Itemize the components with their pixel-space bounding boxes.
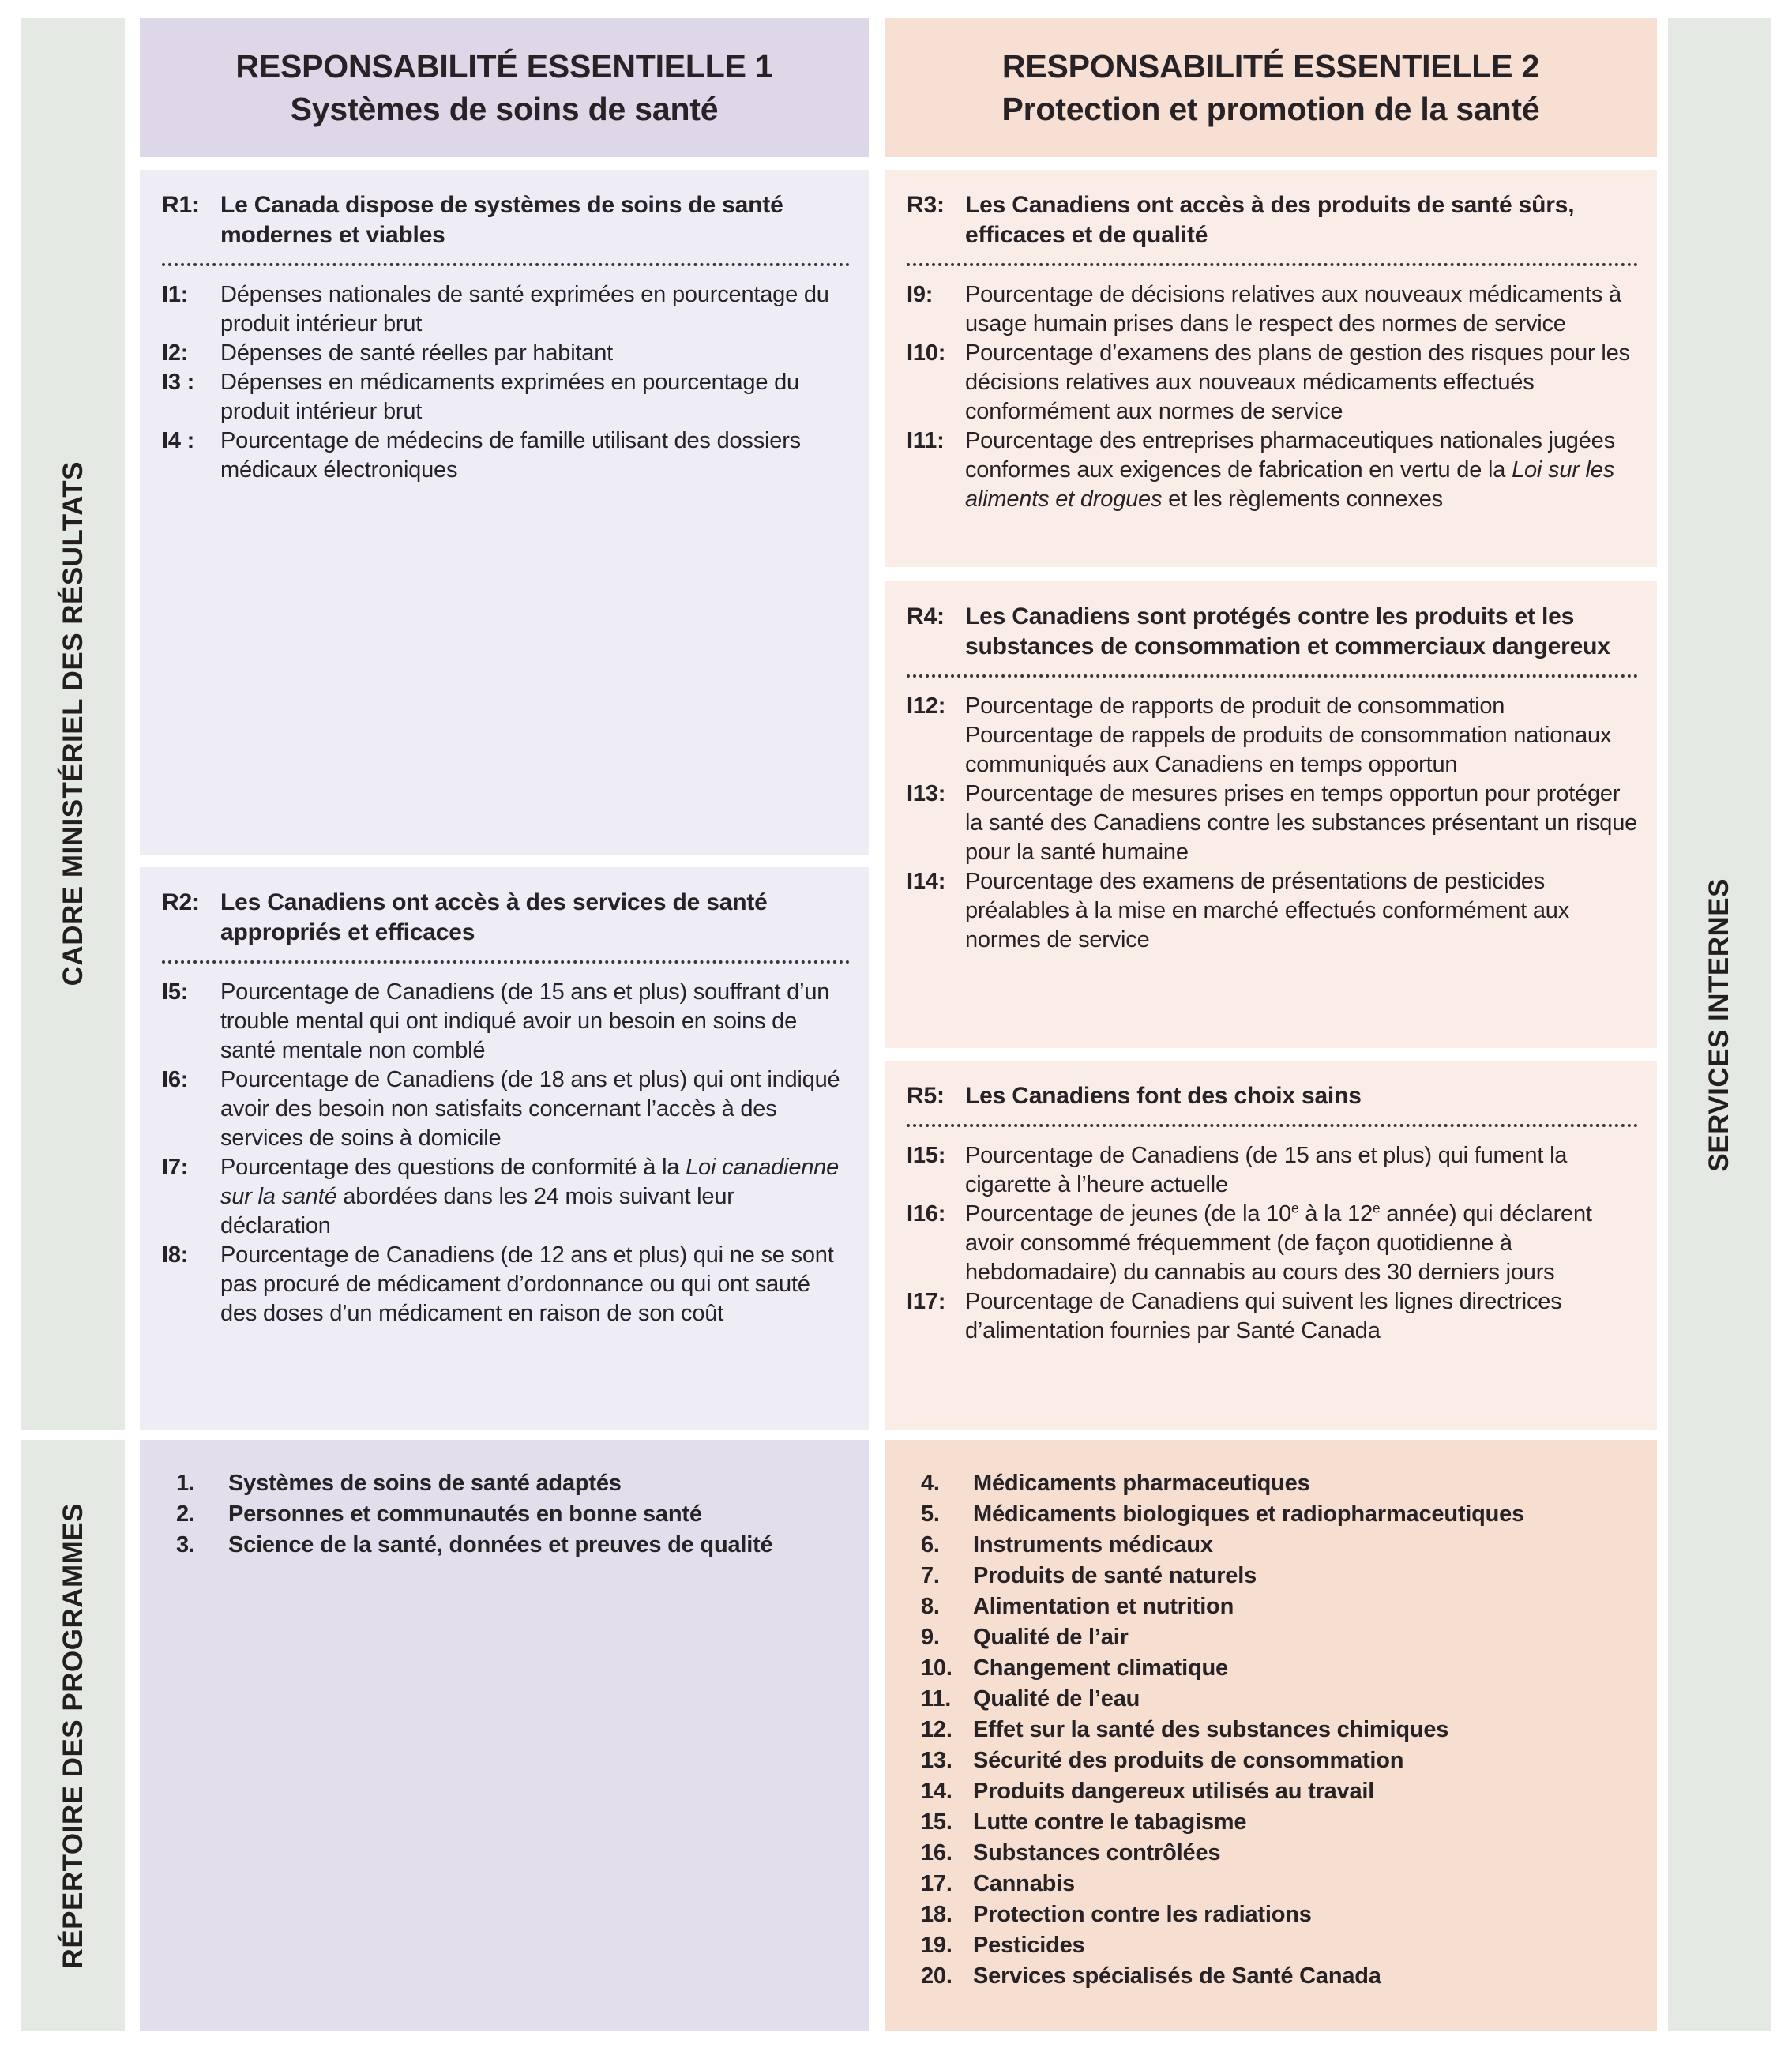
indicator-text	[220, 280, 850, 339]
program-number: 3.	[176, 1532, 195, 1557]
result-header	[162, 190, 850, 250]
indicator-row	[162, 368, 850, 426]
program-text: Produits dangereux utilisés au travail	[973, 1779, 1375, 1804]
indicator-text-segment: Pourcentage de Canadiens (de 12 ans et plus) qui ne se sont pas procuré de médicament d’ordonnance ou qui ont sauté des doses d’un médicament en raison de son coût	[220, 1242, 834, 1326]
indicator-text	[965, 426, 1638, 514]
program-number: 12.	[921, 1717, 952, 1742]
program-text: Produits de santé naturels	[973, 1563, 1257, 1588]
indicator-text	[220, 1153, 850, 1241]
indicator-row	[162, 280, 850, 339]
indicator-text-segment: Pourcentage de jeunes (de la 10	[965, 1201, 1291, 1227]
indicator-row	[907, 780, 1638, 867]
indicator-text-segment: e	[1373, 1200, 1381, 1216]
program-text: Protection contre les radiations	[973, 1902, 1312, 1927]
indicator-text-segment: e	[1291, 1200, 1299, 1216]
indicator-text	[220, 978, 850, 1065]
program-text: Effet sur la santé des substances chimiques	[973, 1717, 1449, 1742]
indicator-text	[220, 339, 850, 368]
program-text: Sécurité des produits de consommation	[973, 1748, 1404, 1773]
program-number: 15.	[921, 1809, 952, 1835]
indicator-text-segment: Dépenses en médicaments exprimées en pourcentage du produit intérieur brut	[220, 370, 799, 424]
indicator-text-segment: Pourcentage de Canadiens (de 18 ans et plus) qui ont indiqué avoir des besoin non satisfaits concernant l’accès à des services de soins à domicile	[220, 1067, 840, 1151]
result-label: R4:	[907, 603, 945, 629]
program-number: 16.	[921, 1840, 952, 1865]
program-number: 17.	[921, 1871, 952, 1896]
indicator-text-segment: Pourcentage de Canadiens (de 15 ans et plus) qui fument la cigarette à l’heure actuelle	[965, 1143, 1568, 1197]
indicator-text-segment: Pourcentage des questions de conformité à la	[220, 1155, 686, 1180]
program-number: 2.	[176, 1501, 195, 1527]
result-header	[162, 888, 850, 948]
indicator-label: I10:	[907, 340, 946, 366]
indicator-text	[220, 1065, 850, 1153]
program-item	[176, 1499, 850, 1530]
program-text: Systèmes de soins de santé adaptés	[228, 1471, 622, 1496]
program-number: 1.	[176, 1471, 195, 1496]
program-text: Lutte contre le tabagisme	[973, 1809, 1247, 1835]
program-text: Alimentation et nutrition	[973, 1594, 1234, 1619]
indicator-text-segment: à la 12	[1298, 1201, 1373, 1227]
program-text: Changement climatique	[973, 1655, 1228, 1681]
indicator-row	[162, 339, 850, 368]
program-text: Cannabis	[973, 1871, 1075, 1896]
indicator-row	[907, 867, 1638, 955]
core-responsibility-2-subtitle: Protection et promotion de la santé	[1001, 91, 1540, 127]
program-number: 4.	[921, 1471, 940, 1496]
program-item	[921, 1807, 1638, 1838]
program-number: 9.	[921, 1625, 940, 1650]
indicator-label: I12:	[907, 693, 946, 719]
indicator-label: I11:	[907, 428, 945, 453]
result-title: Les Canadiens font des choix sains	[965, 1083, 1362, 1109]
program-item	[176, 1530, 850, 1561]
program-number: 11.	[921, 1686, 952, 1711]
indicator-text-segment: Pourcentage de décisions relatives aux nouveaux médicaments à usage humain prises dans le respect des normes de service	[965, 282, 1621, 336]
program-text: Qualité de l’air	[973, 1625, 1129, 1650]
program-number: 18.	[921, 1902, 952, 1927]
indicator-text-segment: et les règlements connexes	[1162, 487, 1443, 512]
indicator-text	[965, 1141, 1638, 1200]
result-header	[907, 602, 1638, 662]
left-band-bottom-label: RÉPERTOIRE DES PROGRAMMES	[57, 1502, 88, 1969]
indicator-text-segment: abordées dans les 24 mois suivant leur déclaration	[220, 1184, 734, 1238]
result-box-r4	[885, 581, 1657, 1048]
indicator-text	[965, 867, 1638, 955]
indicator-label: I1:	[162, 282, 189, 307]
result-label: R2:	[162, 889, 200, 915]
right-band-label: SERVICES INTERNES	[1704, 877, 1734, 1172]
result-title: Le Canada dispose de systèmes de soins de santé modernes et viables	[220, 192, 783, 248]
core-responsibility-2-header	[885, 18, 1657, 157]
dotted-divider	[162, 960, 850, 964]
right-band-internal-services	[1668, 18, 1771, 2031]
indicator-text	[965, 692, 1638, 780]
indicator-text-segment: Dépenses nationales de santé exprimées en pourcentage du produit intérieur brut	[220, 282, 829, 336]
indicator-row	[907, 280, 1638, 339]
indicator-text	[220, 368, 850, 426]
indicator-text	[965, 280, 1638, 339]
result-title: Les Canadiens ont accès à des services de santé appropriés et efficaces	[220, 889, 768, 945]
indicator-text	[965, 1200, 1638, 1287]
indicator-label: I17:	[907, 1289, 946, 1314]
result-box-r3	[885, 170, 1657, 567]
core-responsibility-1-subtitle: Systèmes de soins de santé	[290, 91, 719, 127]
program-text: Personnes et communautés en bonne santé	[228, 1501, 702, 1527]
indicator-label: I14:	[907, 869, 946, 894]
indicator-text-segment: Loi canadienne sur la santé	[220, 1155, 840, 1209]
indicator-text	[965, 780, 1638, 867]
program-item	[921, 1930, 1638, 1961]
result-title: Les Canadiens sont protégés contre les produits et les substances de consommation et commerciaux dangereux	[965, 603, 1610, 659]
indicator-label: I3 :	[162, 370, 195, 395]
indicator-text	[220, 1241, 850, 1328]
result-header	[907, 1081, 1638, 1111]
program-item	[921, 1869, 1638, 1899]
program-list-core-responsibility-1	[140, 1440, 869, 2031]
left-band-program-inventory	[21, 1440, 125, 2031]
program-number: 13.	[921, 1748, 952, 1773]
program-text: Instruments médicaux	[973, 1532, 1213, 1557]
indicator-text-segment: Pourcentage des entreprises pharmaceutiques nationales jugées conformes aux exigences de fabrication en vertu de la	[965, 428, 1615, 483]
indicator-text-segment: Pourcentage de Canadiens (de 15 ans et plus) souffrant d’un trouble mental qui ont indiqué avoir un besoin en soins de santé mentale non comblé	[220, 979, 830, 1063]
program-number: 10.	[921, 1655, 952, 1681]
indicator-row	[907, 426, 1638, 514]
program-text: Substances contrôlées	[973, 1840, 1221, 1865]
program-item	[921, 1653, 1638, 1684]
indicator-label: I13:	[907, 781, 946, 806]
program-item	[921, 1684, 1638, 1715]
indicator-label: I16:	[907, 1201, 946, 1227]
indicator-row	[907, 1141, 1638, 1200]
result-header	[907, 190, 1638, 250]
program-item	[921, 1961, 1638, 1992]
program-list-core-responsibility-2	[885, 1440, 1657, 2031]
indicator-text-segment: Loi sur les aliments et drogues	[965, 457, 1615, 512]
result-box-r1	[140, 170, 869, 855]
program-text: Médicaments pharmaceutiques	[973, 1471, 1310, 1496]
dotted-divider	[907, 263, 1638, 266]
program-item	[921, 1745, 1638, 1776]
result-title: Les Canadiens ont accès à des produits de santé sûrs, efficaces et de qualité	[965, 192, 1575, 248]
indicator-row	[162, 426, 850, 485]
dotted-divider	[162, 263, 850, 266]
indicator-text	[965, 1287, 1638, 1346]
core-responsibility-2-title: RESPONSABILITÉ ESSENTIELLE 2	[1001, 48, 1540, 85]
indicator-text-segment: Pourcentage de mesures prises en temps opportun pour protéger la santé des Canadiens contre les substances présentant un risque pour la santé humaine	[965, 781, 1638, 865]
indicator-row	[162, 1065, 850, 1153]
indicator-label: I5:	[162, 979, 189, 1005]
program-text: Médicaments biologiques et radiopharmaceutiques	[973, 1501, 1525, 1527]
indicator-row	[907, 692, 1638, 780]
indicator-row	[162, 978, 850, 1065]
program-text: Services spécialisés de Santé Canada	[973, 1963, 1381, 1989]
indicator-row	[162, 1241, 850, 1328]
indicator-text-segment: Dépenses de santé réelles par habitant	[220, 340, 614, 366]
program-item	[921, 1499, 1638, 1530]
indicator-row	[907, 1287, 1638, 1346]
indicator-label: I6:	[162, 1067, 189, 1092]
program-number: 7.	[921, 1563, 940, 1588]
result-label: R3:	[907, 192, 945, 218]
result-box-r2	[140, 867, 869, 1430]
program-text: Science de la santé, données et preuves de qualité	[228, 1532, 773, 1557]
dotted-divider	[907, 1124, 1638, 1127]
program-number: 8.	[921, 1594, 940, 1619]
indicator-row	[907, 1200, 1638, 1287]
program-number: 6.	[921, 1532, 940, 1557]
dotted-divider	[907, 674, 1638, 678]
indicator-text-segment: Pourcentage de rappels de produits de consommation nationaux communiqués aux Canadiens en temps opportun	[965, 723, 1612, 777]
program-number: 20.	[921, 1963, 952, 1989]
result-label: R1:	[162, 192, 200, 218]
indicator-label: I8:	[162, 1242, 189, 1268]
indicator-text-segment: Pourcentage des examens de présentations de pesticides préalables à la mise en marché effectués conformément aux normes de service	[965, 869, 1570, 952]
indicator-text	[965, 339, 1638, 426]
indicator-text	[220, 426, 850, 485]
program-text: Qualité de l’eau	[973, 1686, 1140, 1711]
indicator-row	[907, 339, 1638, 426]
program-item	[176, 1468, 850, 1499]
indicator-text-segment: Pourcentage d’examens des plans de gestion des risques pour les décisions relatives aux nouveaux médicaments effectués conformément aux normes de service	[965, 340, 1630, 424]
left-band-results-framework	[21, 18, 125, 1430]
result-box-r5	[885, 1061, 1657, 1430]
result-label: R5:	[907, 1083, 945, 1109]
indicator-label: I15:	[907, 1143, 946, 1168]
indicator-text-segment: année) qui déclarent avoir consommé fréquemment (de façon quotidienne à hebdomadaire) du cannabis au cours des 30 derniers jours	[965, 1201, 1592, 1285]
program-text: Pesticides	[973, 1933, 1085, 1958]
program-item	[921, 1561, 1638, 1591]
indicator-label: I4 :	[162, 428, 195, 453]
program-item	[921, 1591, 1638, 1622]
indicator-label: I9:	[907, 282, 934, 307]
program-number: 14.	[921, 1779, 952, 1804]
indicator-row	[162, 1153, 850, 1241]
program-item	[921, 1899, 1638, 1930]
indicator-label: I7:	[162, 1155, 189, 1180]
program-number: 5.	[921, 1501, 940, 1527]
program-item	[921, 1776, 1638, 1807]
core-responsibility-1-header	[140, 18, 869, 157]
program-item	[921, 1715, 1638, 1745]
indicator-label: I2:	[162, 340, 189, 366]
left-band-top-label: CADRE MINISTÉRIEL DES RÉSULTATS	[57, 461, 88, 986]
program-number: 19.	[921, 1933, 952, 1958]
core-responsibility-1-title: RESPONSABILITÉ ESSENTIELLE 1	[235, 48, 773, 85]
program-item	[921, 1530, 1638, 1561]
program-item	[921, 1838, 1638, 1869]
indicator-text-segment: Pourcentage de Canadiens qui suivent les lignes directrices d’alimentation fournies par Santé Canada	[965, 1289, 1562, 1343]
program-item	[921, 1622, 1638, 1653]
indicator-text-segment: Pourcentage de rapports de produit de consommation	[965, 693, 1505, 719]
program-item	[921, 1468, 1638, 1499]
indicator-text-segment: Pourcentage de médecins de famille utilisant des dossiers médicaux électroniques	[220, 428, 801, 483]
